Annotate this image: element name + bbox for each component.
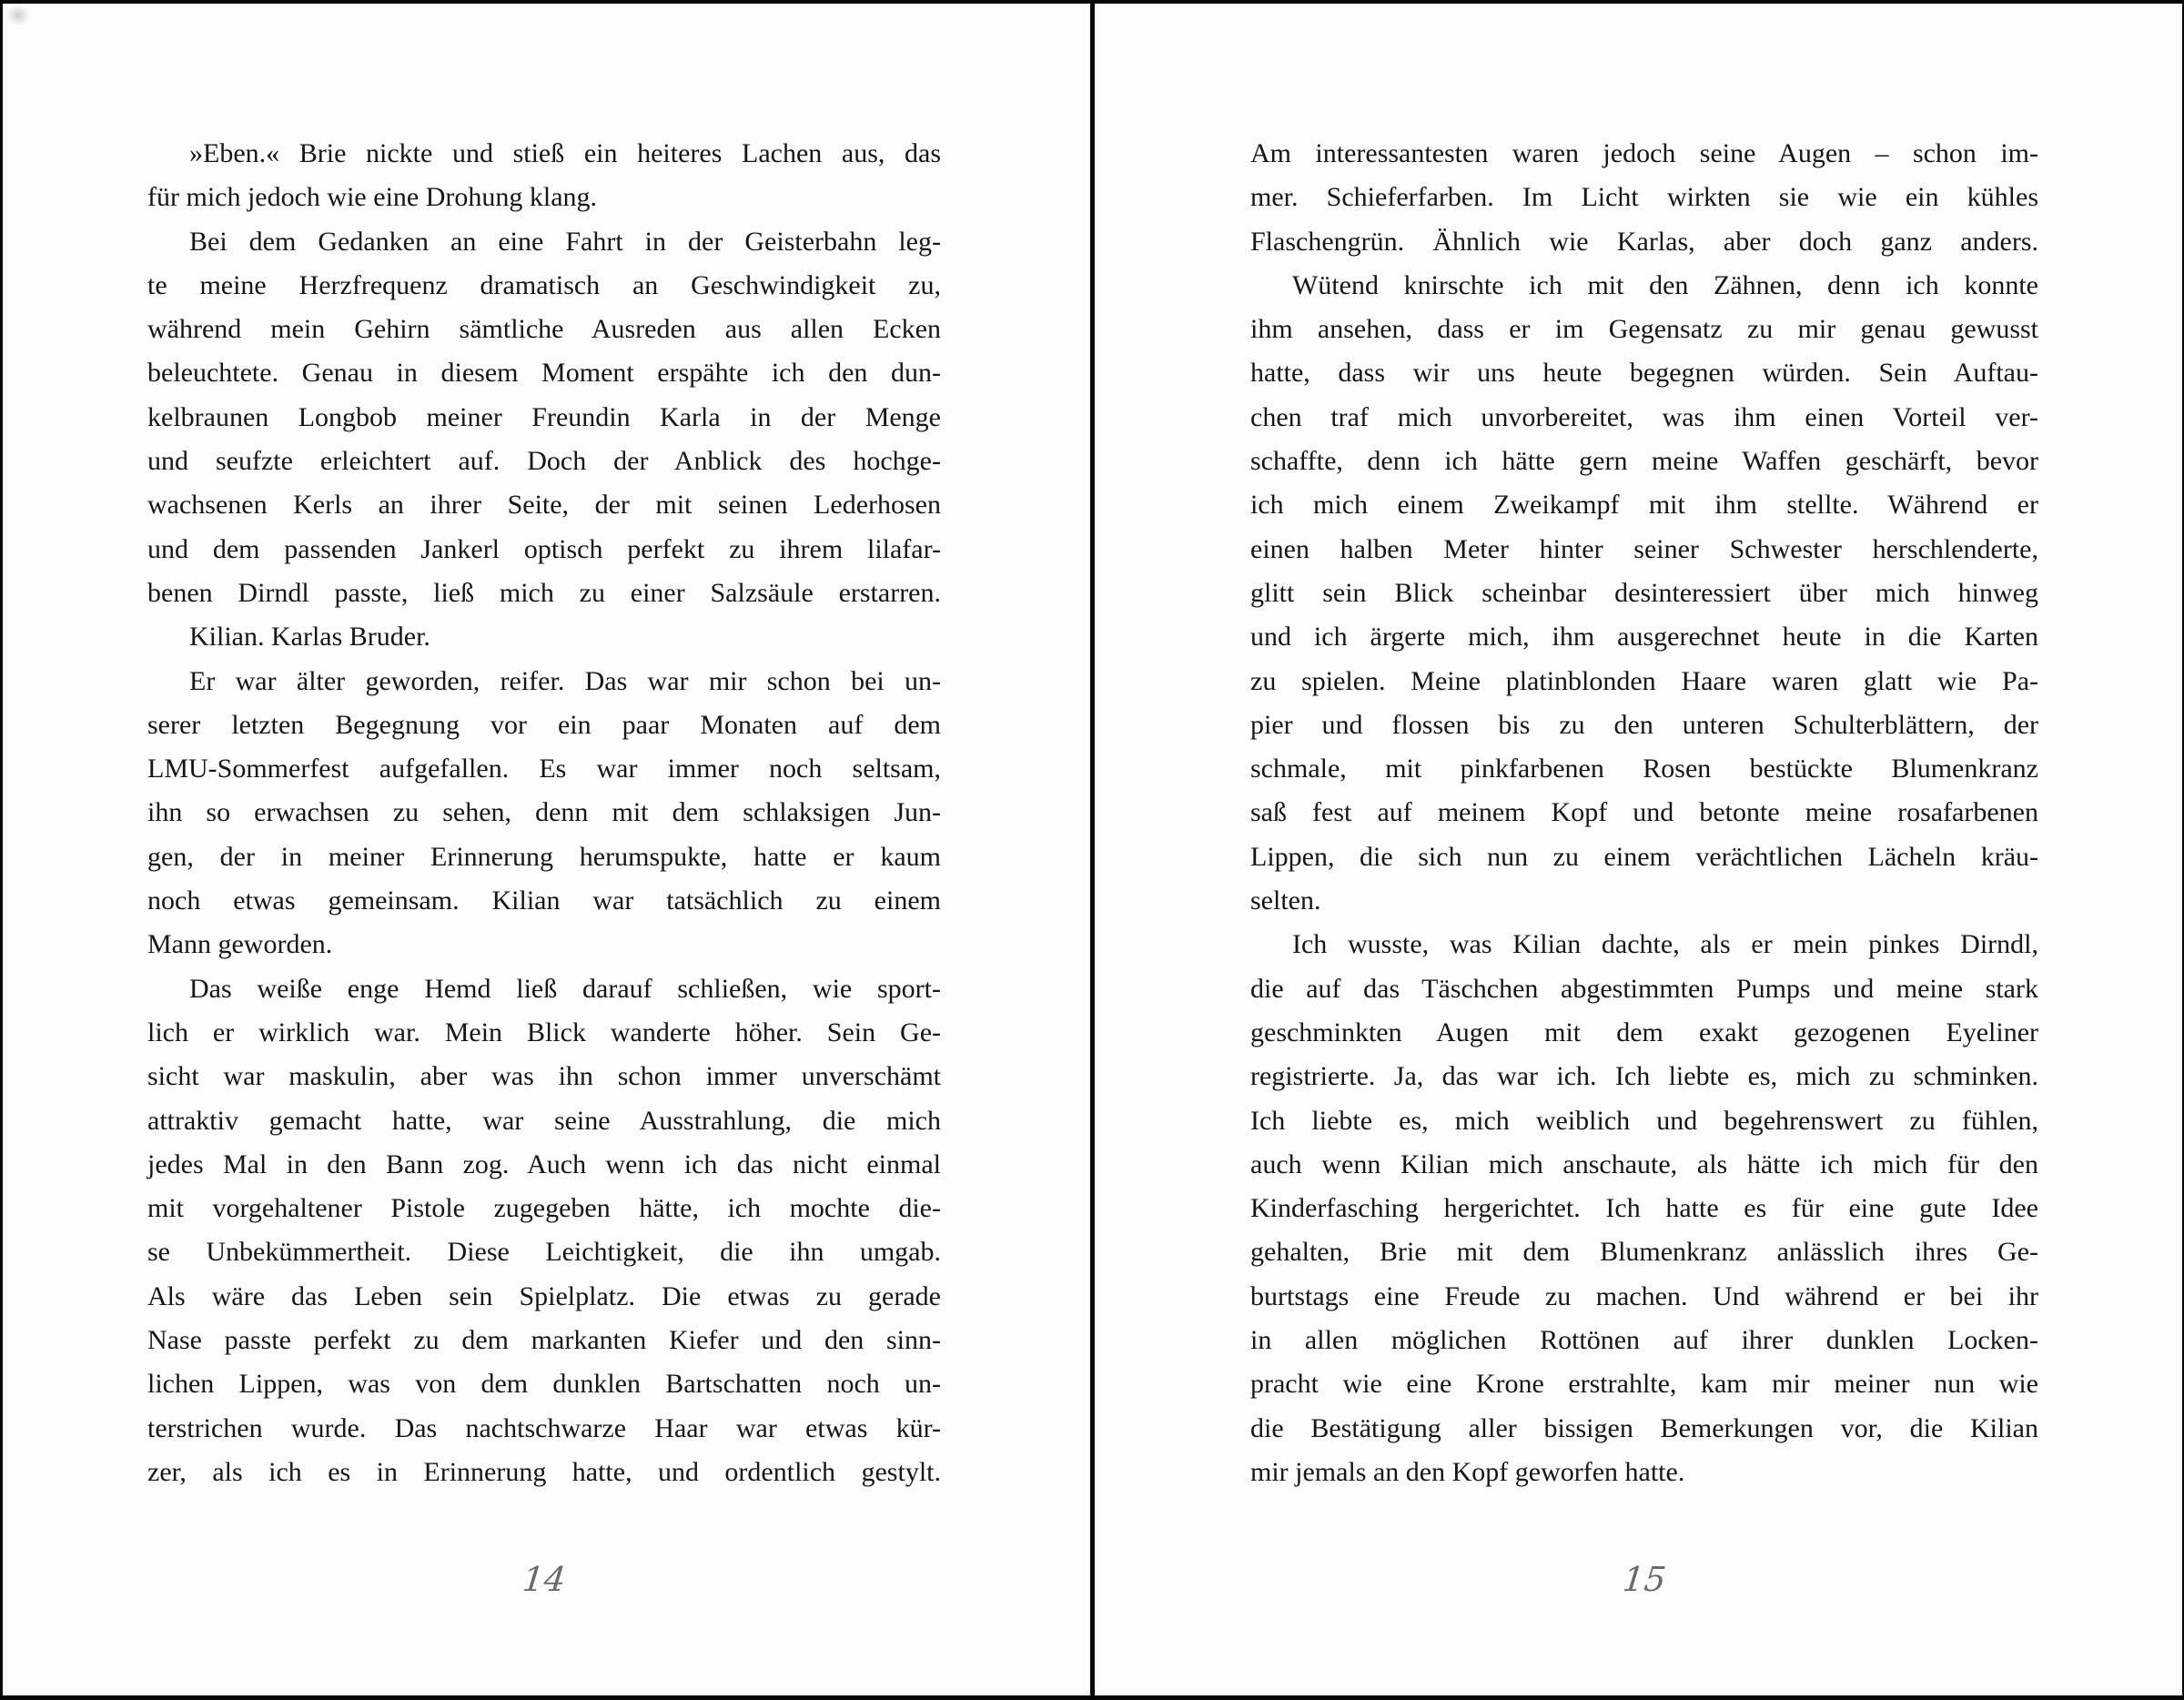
page-gutter-divider xyxy=(1090,0,1095,1700)
text-line: Das weiße enge Hemd ließ darauf schließen, wie sport- xyxy=(189,973,941,1004)
text-line: mit vorgehaltener Pistole zugegeben hätte, ich mochte die- xyxy=(147,1193,941,1224)
text-line: »Eben.« Brie nickte und stieß ein heiteres Lachen aus, das xyxy=(189,138,941,168)
text-line: und dem passenden Jankerl optisch perfekt zu ihrem lilafar- xyxy=(147,533,941,564)
page-right xyxy=(1250,0,2038,1700)
text-line: für mich jedoch wie eine Drohung klang. xyxy=(147,182,598,213)
text-line: geschminkten Augen mit dem exakt gezogenen Eyeliner xyxy=(1250,1017,2038,1047)
text-line: glitt sein Blick scheinbar desinteressiert über mich hinweg xyxy=(1250,577,2038,608)
page-number: 15 xyxy=(1621,1560,1668,1599)
left-border xyxy=(0,0,3,1700)
text-line: während mein Gehirn sämtliche Ausreden aus allen Ecken xyxy=(147,314,941,345)
text-line: in allen möglichen Rottönen auf ihrer dunklen Locken- xyxy=(1250,1325,2038,1356)
text-line: auch wenn Kilian mich anschaute, als hätte ich mich für den xyxy=(1250,1149,2038,1179)
text-line: die auf das Täschchen abgestimmten Pumps und meine stark xyxy=(1250,973,2038,1004)
text-line: registrierte. Ja, das war ich. Ich liebte es, mich zu schminken. xyxy=(1250,1061,2038,1092)
text-line: Kilian. Karlas Bruder. xyxy=(189,622,430,653)
text-line: benen Dirndl passte, ließ mich zu einer Salzsäule erstarren. xyxy=(147,577,941,608)
text-line: pier und flossen bis zu den unteren Schulterblättern, der xyxy=(1250,709,2038,740)
text-line: Flaschengrün. Ähnlich wie Karlas, aber doch ganz anders. xyxy=(1250,226,2038,257)
text-line: Kinderfasching hergerichtet. Ich hatte es für eine gute Idee xyxy=(1250,1193,2038,1224)
text-line: und seufzte erleichtert auf. Doch der Anblick des hochge- xyxy=(147,446,941,477)
text-line: jedes Mal in den Bann zog. Auch wenn ich das nicht einmal xyxy=(147,1149,941,1179)
text-line: mer. Schieferfarben. Im Licht wirkten sie wie ein kühles xyxy=(1250,182,2038,213)
text-line: Lippen, die sich nun zu einem verächtlichen Lächeln kräu- xyxy=(1250,841,2038,872)
text-line: lich er wirklich war. Mein Blick wanderte höher. Sein Ge- xyxy=(147,1017,941,1047)
text-line: schmale, mit pinkfarbenen Rosen bestückte Blumenkranz xyxy=(1250,754,2038,784)
text-line: Nase passte perfekt zu dem markanten Kiefer und den sinn- xyxy=(147,1325,941,1356)
text-line: mir jemals an den Kopf geworfen hatte. xyxy=(1250,1456,1685,1487)
page-right-text-block xyxy=(1250,132,2038,1494)
text-line: selten. xyxy=(1250,885,1321,916)
text-line: LMU-Sommerfest aufgefallen. Es war immer noch seltsam, xyxy=(147,754,941,784)
text-line: sicht war maskulin, aber was ihn schon immer unverschämt xyxy=(147,1061,941,1092)
text-line: ich mich einem Zweikampf mit ihm stellte. Während er xyxy=(1250,490,2038,521)
text-line: terstrichen wurde. Das nachtschwarze Haar war etwas kür- xyxy=(147,1412,941,1443)
scan-smudge xyxy=(6,5,30,25)
text-line: wachsenen Kerls an ihrer Seite, der mit seinen Lederhosen xyxy=(147,490,941,521)
text-line: kelbraunen Longbob meiner Freundin Karla in der Menge xyxy=(147,401,941,432)
text-line: ihm ansehen, dass er im Gegensatz zu mir genau gewusst xyxy=(1250,314,2038,345)
page-number: 14 xyxy=(521,1560,568,1599)
text-line: zer, als ich es in Erinnerung hatte, und ordentlich gestylt. xyxy=(147,1456,941,1487)
text-line: se Unbekümmertheit. Diese Leichtigkeit, die ihn umgab. xyxy=(147,1237,941,1268)
text-line: gen, der in meiner Erinnerung herumspukte, hatte er kaum xyxy=(147,841,941,872)
text-line: pracht wie eine Krone erstrahlte, kam mir meiner nun wie xyxy=(1250,1369,2038,1400)
text-line: einen halben Meter hinter seiner Schwester herschlenderte, xyxy=(1250,533,2038,564)
text-line: hatte, dass wir uns heute begegnen würden. Sein Auftau- xyxy=(1250,358,2038,389)
text-line: burtstags eine Freude zu machen. Und während er bei ihr xyxy=(1250,1280,2038,1311)
text-line: chen traf mich unvorbereitet, was ihm einen Vorteil ver- xyxy=(1250,401,2038,432)
page-left xyxy=(147,0,941,1700)
text-line: Ich liebte es, mich weiblich und begehrenswert zu fühlen, xyxy=(1250,1105,2038,1136)
text-line: saß fest auf meinem Kopf und betonte meine rosafarbenen xyxy=(1250,797,2038,828)
text-line: Wütend knirschte ich mit den Zähnen, denn ich konnte xyxy=(1292,269,2038,300)
text-line: gehalten, Brie mit dem Blumenkranz anlässlich ihres Ge- xyxy=(1250,1237,2038,1268)
text-line: serer letzten Begegnung vor ein paar Monaten auf dem xyxy=(147,709,941,740)
text-line: Am interessantesten waren jedoch seine Augen – schon im- xyxy=(1250,138,2038,168)
text-line: die Bestätigung aller bissigen Bemerkungen vor, die Kilian xyxy=(1250,1412,2038,1443)
text-line: Ich wusste, was Kilian dachte, als er mein pinkes Dirndl, xyxy=(1292,929,2038,960)
text-line: te meine Herzfrequenz dramatisch an Geschwindigkeit zu, xyxy=(147,269,941,300)
text-line: attraktiv gemacht hatte, war seine Ausstrahlung, die mich xyxy=(147,1105,941,1136)
text-line: Mann geworden. xyxy=(147,929,333,960)
text-line: noch etwas gemeinsam. Kilian war tatsächlich zu einem xyxy=(147,885,941,916)
text-line: schaffte, denn ich hätte gern meine Waffen geschärft, bevor xyxy=(1250,446,2038,477)
page-left-text-block xyxy=(147,132,941,1494)
text-line: lichen Lippen, was von dem dunklen Bartschatten noch un- xyxy=(147,1369,941,1400)
text-line: Als wäre das Leben sein Spielplatz. Die etwas zu gerade xyxy=(147,1280,941,1311)
text-line: Er war älter geworden, reifer. Das war mir schon bei un- xyxy=(189,665,941,696)
text-line: zu spielen. Meine platinblonden Haare waren glatt wie Pa- xyxy=(1250,665,2038,696)
text-line: ihn so erwachsen zu sehen, denn mit dem schlaksigen Jun- xyxy=(147,797,941,828)
text-line: beleuchtete. Genau in diesem Moment erspähte ich den dun- xyxy=(147,358,941,389)
text-line: und ich ärgerte mich, ihm ausgerechnet heute in die Karten xyxy=(1250,622,2038,653)
text-line: Bei dem Gedanken an eine Fahrt in der Geisterbahn leg- xyxy=(189,226,941,257)
